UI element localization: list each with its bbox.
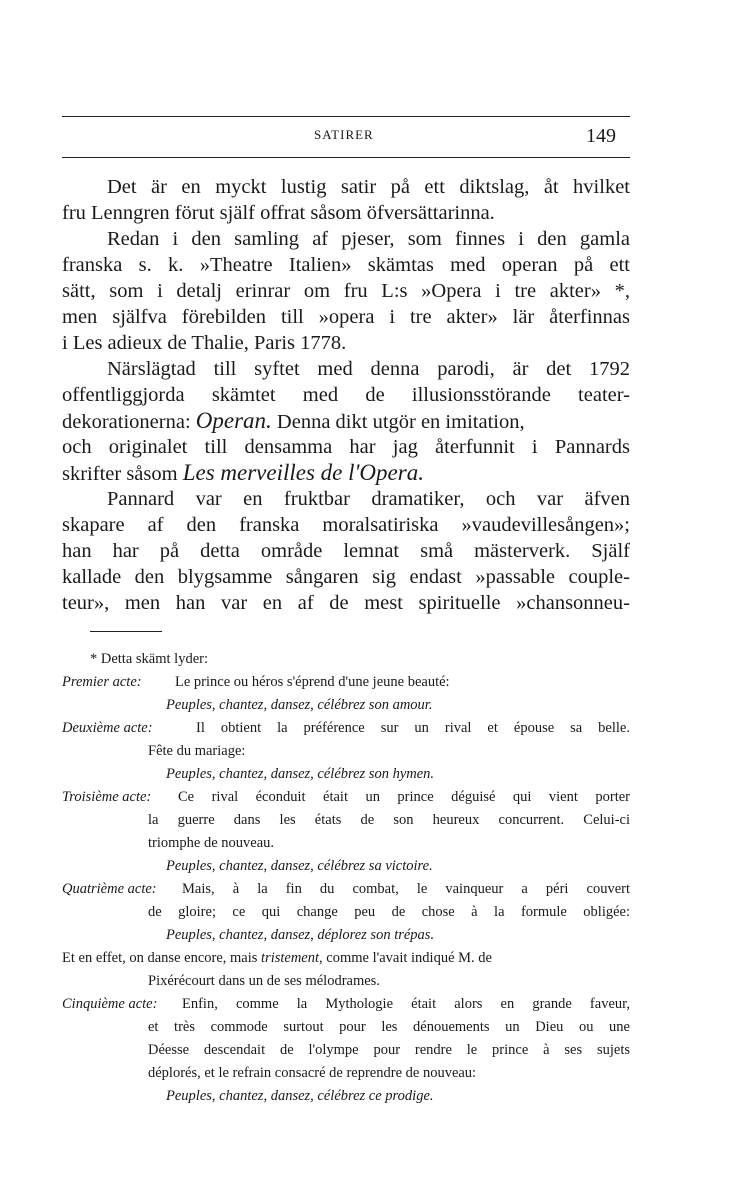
act-label: Cinquième acte: (62, 996, 158, 1012)
body-text-span: dekorationerna: (62, 411, 191, 433)
header-rule-bottom (62, 157, 630, 158)
body-line: kallade den blygsamme sångaren sig endast »passable couple- (62, 566, 630, 588)
refrain: Peuples, chantez, dansez, célébrez son hymen. (166, 766, 435, 782)
running-title: SATIRER (314, 127, 374, 142)
aside-emphasis: tristement (261, 950, 320, 966)
act-text: la guerre dans les états de son heureux concurrent. Celui-ci (148, 812, 630, 828)
aside-text (62, 947, 492, 969)
body-line (62, 460, 630, 486)
body-line: Redan i den samling af pjeser, som finnes i den gamla (107, 228, 630, 250)
act-text: Il obtient la préférence sur un rival et épouse sa belle. (196, 720, 630, 736)
body-line: och originalet till densamma har jag återfunnit i Pannards (62, 436, 630, 458)
act-label: Deuxième acte: (62, 720, 153, 736)
act-text: Déesse descendait de l'olympe pour rendre le prince à ses sujets (148, 1042, 630, 1058)
body-line: Det är en myckt lustig satir på ett diktslag, åt hvilket (107, 176, 630, 198)
act-text: triomphe de nouveau. (148, 835, 275, 851)
aside-part: Et en effet, on danse encore, mais (62, 950, 258, 966)
refrain: Peuples, chantez, dansez, célébrez son amour. (166, 697, 433, 713)
body-line: Närslägtad till syftet med denna parodi, är det 1792 (107, 358, 630, 380)
body-text-span: Denna dikt utgör en imitation, (276, 411, 525, 433)
body-line: teur», men han var en af de mest spirituelle »chansonneu- (62, 592, 630, 614)
aside-part: , comme l'avait indiqué M. de (319, 950, 492, 966)
act-label: Premier acte: (62, 674, 142, 690)
act-label: Troisième acte: (62, 789, 152, 805)
footnote-rule (90, 631, 162, 632)
body-line: skapare af den franska moralsatiriska »vaudevillesången»; (62, 514, 630, 536)
refrain: Peuples, chantez, dansez, célébrez ce prodige. (166, 1088, 434, 1104)
body-line: men själfva förebilden till »opera i tre akter» lär återfinnas (62, 306, 630, 328)
body-line: i Les adieux de Thalie, Paris 1778. (62, 332, 347, 354)
act-text: Enfin, comme la Mythologie était alors en grande faveur, (182, 996, 630, 1012)
act-text: Le prince ou héros s'éprend d'une jeune beauté: (175, 674, 450, 690)
header-rule-top (62, 116, 630, 117)
act-label: Quatrième acte: (62, 881, 157, 897)
body-line (62, 408, 630, 434)
body-line: franska s. k. »Theatre Italien» skämtas med operan på ett (62, 254, 630, 276)
aside-text: Pixérécourt dans un de ses mélodrames. (148, 973, 380, 989)
act-text: Mais, à la fin du combat, le vainqueur a péri couvert (182, 881, 630, 897)
act-text: Fête du mariage: (148, 743, 246, 759)
work-title: Les merveilles de l'Opera. (182, 460, 424, 485)
refrain: Peuples, chantez, dansez, célébrez sa victoire. (166, 858, 433, 874)
footnote-intro: * Detta skämt lyder: (90, 651, 208, 667)
refrain: Peuples, chantez, dansez, déplorez son trépas. (166, 927, 435, 943)
body-line: offentliggjorda skämtet med de illusionsstörande teater- (62, 384, 630, 406)
act-text: déplorés, et le refrain consacré de reprendre de nouveau: (148, 1065, 477, 1081)
body-line: Pannard var en fruktbar dramatiker, och var äfven (107, 488, 630, 510)
act-text: et très commode surtout pour les dénouements un Dieu ou une (148, 1019, 630, 1035)
act-text: Ce rival éconduit était un prince déguisé qui vient porter (178, 789, 630, 805)
work-title: Operan. (195, 408, 272, 433)
body-line: fru Lenngren förut själf offrat såsom öfversättarinna. (62, 202, 495, 224)
body-line: sätt, som i detalj erinrar om fru L:s »Opera i tre akter» *, (62, 280, 630, 302)
body-text-span: skrifter såsom (62, 463, 178, 485)
body-line: han har på detta område lemnat små mästerverk. Själf (62, 540, 630, 562)
act-text: de gloire; ce qui change peu de chose à la formule obligée: (148, 904, 630, 920)
page-number: 149 (586, 125, 616, 147)
